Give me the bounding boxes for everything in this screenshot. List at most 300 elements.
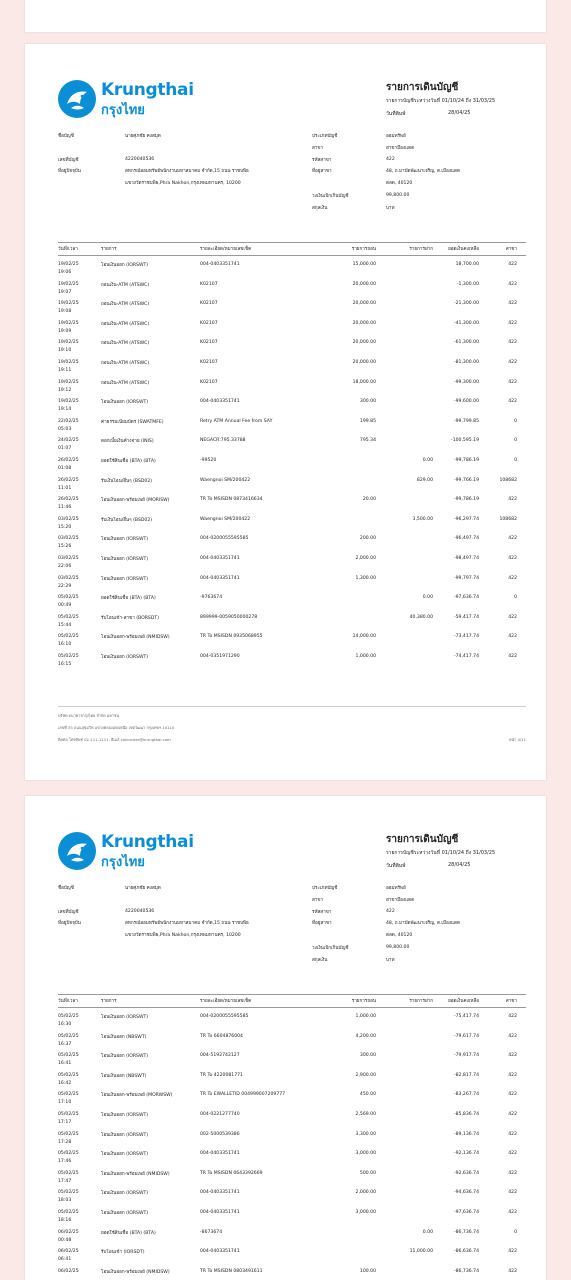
row-time: 06:41	[58, 1257, 72, 1263]
address-line-1: สหกรณ์ออมทรัพย์พนักงานมหาสมาคม จำกัด,15 ถนน ราชบพิธ	[125, 169, 249, 174]
row-balance: -99,799.85	[453, 418, 479, 424]
row-date: 06/02/25	[58, 1229, 79, 1235]
row-description: โอนเงินออก (IORSWT)	[101, 537, 149, 543]
row-reference: 004-0200055595585	[200, 536, 249, 542]
row-balance: -97,636.74	[453, 1210, 479, 1215]
row-description: โอนเงินออก (IORSWT)	[101, 1054, 149, 1060]
row-reference: 004-0403351741	[200, 1210, 240, 1215]
row-time: 15:44	[58, 622, 72, 628]
table-row	[25, 399, 546, 419]
row-branch: 422	[508, 654, 517, 659]
row-branch: 422	[508, 1072, 517, 1078]
table-header	[58, 994, 526, 1008]
brand-name-th: กรุงไทย	[101, 103, 145, 118]
row-withdrawal: 2,569.00	[355, 1112, 376, 1117]
row-reference: 004-0221277740	[200, 1112, 240, 1117]
row-date: 05/02/25	[58, 614, 79, 620]
row-description: โอนเงินออก-พร้อมเพย์ (MORISW)	[101, 498, 170, 504]
col-withdrawal: รายการถอน	[351, 999, 376, 1004]
col-deposit: รายการฝาก	[409, 999, 433, 1004]
row-reference: Waengnoi SM/200422	[200, 477, 251, 483]
col-branch: สาขา	[505, 999, 517, 1004]
table-row	[25, 1014, 546, 1034]
row-date: 19/02/25	[58, 281, 79, 287]
row-description: ถอนเงิน-ATM (ATSWC)	[101, 361, 150, 366]
row-description: รับโอนเข้า-สาขา (BORSDT)	[101, 615, 159, 621]
row-time: 16:42	[58, 1080, 72, 1086]
row-branch: 422	[508, 301, 517, 307]
row-branch: 422	[508, 1190, 517, 1196]
row-withdrawal: 1,000.00	[355, 654, 376, 659]
row-withdrawal: 795.34	[359, 438, 376, 444]
row-description: โอนเงินออก (IORSWT)	[101, 400, 149, 406]
footer-contact: ติดต่อ โทรศัพท์ 02-111-1111, อีเมล์ callcenter@krungthai.com	[58, 737, 171, 742]
statement-page-1	[25, 44, 546, 780]
table-row	[25, 1132, 546, 1152]
row-branch: 0	[514, 1229, 517, 1235]
row-description: โอนเงินออก (IORSWT)	[101, 1191, 149, 1197]
row-branch: 108682	[499, 516, 517, 522]
krungthai-logo	[58, 832, 228, 872]
row-description: ยอดใช้สินเชื่อ (BTA) (BTA)	[101, 1230, 156, 1236]
row-withdrawal: 500.00	[359, 1170, 376, 1176]
row-balance: -99,797.74	[453, 575, 479, 581]
row-reference: TR To 6604876004	[200, 1033, 243, 1039]
branch-address-label: ที่อยู่สาขา	[312, 921, 332, 926]
row-reference: TR To EWALLETID 004999007209777	[200, 1092, 286, 1098]
row-description: ดอกเบี้ยเงินค้างจ่าย (INIS)	[101, 439, 154, 445]
account-number-label: เลขที่บัญชี	[58, 158, 79, 163]
row-branch: 422	[508, 1249, 517, 1255]
row-time: 17:10	[58, 1100, 72, 1106]
krungthai-logo	[58, 80, 228, 120]
table-row	[25, 1034, 546, 1054]
row-balance: -85,836.74	[453, 1112, 479, 1117]
print-date: 28/04/25	[448, 862, 471, 868]
table-row	[25, 380, 546, 400]
row-date: 26/02/25	[58, 477, 79, 483]
row-description: รับเงินโอน/อื่นๆ (BSD02)	[101, 478, 153, 484]
row-reference: TR To 4220081771	[200, 1072, 243, 1078]
row-branch: 422	[508, 497, 517, 503]
row-balance: -1,300.00	[456, 281, 479, 287]
row-withdrawal: 100.00	[359, 1268, 376, 1274]
currency-label: สกุลเงิน	[312, 206, 328, 211]
row-balance: -86,736.74	[453, 1229, 479, 1235]
row-reference: -9763674	[200, 595, 223, 601]
branch-name: สาขามืองแดด	[386, 898, 415, 903]
table-row	[25, 301, 546, 321]
row-description: โอนเงินออก (NBSWT)	[101, 1073, 147, 1079]
row-withdrawal: 20,000.00	[352, 360, 376, 365]
account-name: นายศุภชัย คงสมุด	[125, 134, 161, 139]
row-date: 03/02/25	[58, 516, 79, 522]
row-time: 16:41	[58, 1061, 72, 1067]
table-row	[25, 634, 546, 654]
col-description: รายการ	[101, 999, 117, 1004]
row-balance: -21,300.00	[453, 301, 479, 307]
row-time: 05:03	[58, 426, 72, 432]
row-branch: 422	[508, 1092, 517, 1098]
row-time: 15:26	[58, 544, 72, 550]
row-branch: 422	[508, 1268, 517, 1274]
row-balance: -100,595.19	[451, 438, 479, 444]
row-withdrawal: 2,900.00	[355, 1072, 376, 1078]
col-description: รายการ	[101, 247, 117, 252]
row-deposit: 3,500.00	[412, 516, 433, 522]
col-deposit: รายการฝาก	[409, 247, 433, 252]
col-date: วันที่/เวลา	[58, 999, 78, 1004]
row-withdrawal: 20,000.00	[352, 320, 376, 326]
table-row	[25, 360, 546, 380]
row-description: โอนเงินออก (IORSWT)	[101, 655, 149, 660]
row-branch: 422	[508, 1112, 517, 1117]
row-balance: -99,786.19	[453, 497, 479, 503]
row-branch: 422	[508, 379, 517, 385]
row-deposit: 11,000.00	[409, 1249, 433, 1255]
row-date: 05/02/25	[58, 1131, 79, 1137]
bird-logo-icon	[58, 80, 96, 118]
row-time: 19:08	[58, 309, 72, 315]
table-row	[25, 1171, 546, 1191]
bird-logo-icon	[58, 832, 96, 870]
row-branch: 422	[508, 281, 517, 287]
row-withdrawal: 14,000.00	[352, 634, 376, 640]
branch-code: 422	[386, 909, 395, 914]
row-withdrawal: 20,000.00	[352, 301, 376, 307]
address-label: ที่อยู่ปัจจุบัน	[58, 169, 81, 174]
branch-address-line-2: ตลด, 40120	[386, 933, 413, 938]
row-date: 24/02/25	[58, 438, 79, 444]
row-withdrawal: 1,000.00	[355, 1014, 376, 1019]
row-withdrawal: 300.00	[359, 399, 376, 405]
table-row	[25, 595, 546, 615]
row-reference: 004-0403351741	[200, 1190, 240, 1196]
row-branch: 422	[508, 1170, 517, 1176]
row-balance: -99,600.00	[453, 399, 479, 405]
row-description: โอนเงินออก (IORSWT)	[101, 1152, 149, 1158]
row-balance: -96,497.74	[453, 536, 479, 542]
row-description: โอนเงินออก-พร้อมเพย์ (NMIDSW)	[101, 1171, 170, 1177]
row-time: 00:49	[58, 603, 72, 609]
row-withdrawal: 3,000.00	[355, 1210, 376, 1215]
table-row	[25, 1269, 546, 1280]
row-description: โอนเงินออก-พร้อมเพย์ (NMIDSW)	[101, 1269, 170, 1275]
table-row	[25, 478, 546, 498]
row-reference: 002-5000539386	[200, 1131, 240, 1137]
row-date: 03/02/25	[58, 536, 79, 542]
row-description: ถอนเงิน-ATM (ATSWC)	[101, 380, 150, 386]
row-branch: 422	[508, 1053, 517, 1059]
row-reference: 004-5192742127	[200, 1053, 240, 1059]
row-branch: 0	[514, 458, 517, 463]
row-date: 05/02/25	[58, 1053, 79, 1059]
row-balance: -94,636.74	[453, 1190, 479, 1196]
footer-address: เลขที่ 35 ถนนสุขุมวิท แขวงคลองเตยเหนือ เขตวัฒนา กรุงเทพฯ 10110	[58, 725, 175, 730]
row-withdrawal: 18,000.00	[352, 379, 376, 385]
row-reference: 004-0351971290	[200, 654, 240, 659]
row-withdrawal: 3,300.00	[355, 1131, 376, 1137]
branch-label: สาขา	[312, 146, 324, 151]
account-number-label: เลขที่บัญชี	[58, 910, 79, 915]
row-reference: TR To MSISDN 0873416634	[200, 497, 263, 503]
row-withdrawal: 2,000.00	[355, 1190, 376, 1196]
row-branch: 422	[508, 320, 517, 326]
col-reference: รายละเอียด/หมายเลขเช็ค	[200, 247, 252, 252]
row-time: 17:46	[58, 1159, 72, 1165]
row-date: 26/02/25	[58, 458, 79, 463]
row-branch: 422	[508, 536, 517, 542]
row-time: 17:17	[58, 1120, 72, 1125]
row-withdrawal: 15,000.00	[352, 262, 376, 267]
print-date: 28/04/25	[448, 110, 471, 116]
row-time: 22:06	[58, 564, 72, 569]
row-date: 05/02/25	[58, 634, 79, 640]
row-date: 19/02/25	[58, 360, 79, 365]
row-time: 19:11	[58, 368, 72, 373]
row-date: 19/02/25	[58, 340, 79, 346]
row-date: 06/02/25	[58, 1268, 79, 1274]
address-line-1: สหกรณ์ออมทรัพย์พนักงานมหาสมาคม จำกัด,15 ถนน ราชบพิธ	[125, 921, 249, 926]
table-row	[25, 615, 546, 635]
row-balance: -98,497.74	[453, 556, 479, 561]
table-row	[25, 438, 546, 458]
table-row	[25, 1053, 546, 1073]
row-branch: 422	[508, 399, 517, 405]
row-reference: Waengnoi SM/200422	[200, 516, 251, 522]
table-row	[25, 517, 546, 537]
row-branch: 0	[514, 438, 517, 444]
row-description: ยอดใช้สินเชื่อ (BTA) (BTA)	[101, 459, 156, 464]
row-description: โอนเงินออก (IORSWT)	[101, 1113, 149, 1118]
table-row	[25, 321, 546, 341]
row-date: 26/02/25	[58, 497, 79, 503]
row-date: 05/02/25	[58, 1033, 79, 1039]
row-balance: -61,300.00	[453, 340, 479, 346]
row-time: 00:48	[58, 1237, 72, 1243]
row-reference: K02107	[200, 320, 218, 326]
row-description: รับโอนเข้า (IORSDT)	[101, 1250, 145, 1256]
row-branch: 422	[508, 340, 517, 346]
account-name-label: ชื่อบัญชี	[58, 134, 74, 139]
account-number: 4220040536	[125, 909, 155, 914]
currency: บาท	[386, 206, 395, 211]
branch-code: 422	[386, 157, 395, 162]
statement-title: รายการเดินบัญชี	[386, 834, 459, 845]
row-time: 19:14	[58, 407, 72, 413]
row-balance: -96,297.74	[453, 516, 479, 522]
row-reference: 004-0403351741	[200, 575, 240, 581]
branch-address-line-1: 48, ถ.มาบัดพัฒนาเจริญ, ต.เมืองแดด	[386, 921, 460, 926]
brand-name-th: กรุงไทย	[101, 855, 145, 870]
row-branch: 0	[514, 418, 517, 424]
row-time: 16:15	[58, 662, 72, 667]
col-reference: รายละเอียด/หมายเลขเช็ค	[200, 999, 252, 1004]
row-branch: 422	[508, 1131, 517, 1137]
row-branch: 422	[508, 360, 517, 365]
row-branch: 422	[508, 634, 517, 640]
row-description: ยอดใช้สินเชื่อ (BTA) (BTA)	[101, 596, 156, 602]
row-description: โอนเงินออก (NBSWT)	[101, 1034, 147, 1040]
table-row	[25, 1249, 546, 1269]
row-withdrawal: 2,000.00	[355, 556, 376, 561]
table-row	[25, 340, 546, 360]
row-reference: 004-0403351741	[200, 1249, 240, 1255]
row-date: 05/02/25	[58, 1072, 79, 1078]
row-time: 16:10	[58, 642, 72, 648]
statement-period: รายการบัญชีระหว่างวันที่ 01/10/24 ถึง 31/03/25	[386, 98, 496, 104]
table-header	[58, 242, 526, 256]
row-reference: TR To MSISDN 0935068955	[200, 634, 263, 640]
row-balance: -99,300.00	[453, 379, 479, 385]
account-type: ออมทรัพย์	[386, 134, 406, 139]
row-balance: -41,300.00	[453, 320, 479, 326]
row-balance: -73,417.74	[453, 634, 479, 640]
row-reference: K02107	[200, 379, 218, 385]
row-withdrawal: 20.00	[362, 497, 376, 503]
row-date: 19/02/25	[58, 262, 79, 267]
row-balance: 18,700.00	[455, 262, 479, 267]
row-reference: -8673674	[200, 1229, 223, 1235]
row-reference: NEGACR:795.33788	[200, 438, 246, 444]
statement-page-2	[25, 796, 546, 1280]
row-deposit: 829.00	[416, 477, 433, 483]
row-withdrawal: 300.00	[359, 1053, 376, 1059]
branch-code-label: รหัสสาขา	[312, 910, 332, 915]
col-withdrawal: รายการถอน	[351, 247, 376, 252]
row-reference: K02107	[200, 281, 218, 287]
address-line-2: แขวงวัดราชบพิธ,Phra Nakhon,กรุงเทพมหานคร, 10200	[125, 933, 241, 938]
row-description: โอนเงินออก-พร้อมเพย์ (NMIDSW)	[101, 635, 170, 641]
row-balance: -99,766.19	[453, 477, 479, 483]
print-date-label: วันที่พิมพ์	[386, 863, 406, 869]
row-balance: -92,136.74	[453, 1151, 479, 1157]
row-balance: -79,917.74	[453, 1053, 479, 1059]
row-withdrawal: 20,000.00	[352, 340, 376, 346]
account-name-label: ชื่อบัญชี	[58, 886, 74, 891]
row-date: 03/02/25	[58, 575, 79, 581]
address-label: ที่อยู่ปัจจุบัน	[58, 921, 81, 926]
table-row	[25, 1151, 546, 1171]
row-withdrawal: 450.00	[359, 1092, 376, 1098]
row-balance: -97,636.74	[453, 595, 479, 601]
branch-label: สาขา	[312, 898, 324, 903]
row-withdrawal: 20,000.00	[352, 281, 376, 287]
row-branch: 422	[508, 614, 517, 620]
row-date: 05/02/25	[58, 595, 79, 601]
table-row	[25, 282, 546, 302]
overdraft-limit: 99,800.00	[386, 945, 410, 950]
row-withdrawal: 4,200.00	[355, 1033, 376, 1039]
row-date: 05/02/25	[58, 1190, 79, 1196]
row-time: 11:46	[58, 505, 72, 511]
row-balance: -89,136.74	[453, 1131, 479, 1137]
row-branch: 422	[508, 1014, 517, 1019]
row-deposit: 0.00	[422, 458, 433, 463]
row-description: โอนเงินออก-พร้อมเพย์ (MORWSW)	[101, 1093, 173, 1099]
row-branch: 422	[508, 575, 517, 581]
table-row	[25, 419, 546, 439]
row-branch: 422	[508, 1033, 517, 1039]
row-time: 22:29	[58, 583, 72, 589]
overdraft-limit-label: วงเงินเบิกเกินบัญชี	[312, 946, 349, 951]
row-date: 19/02/25	[58, 320, 79, 326]
print-date-label: วันที่พิมพ์	[386, 111, 406, 117]
row-time: 19:10	[58, 348, 72, 354]
brand-name-en: Krungthai	[101, 832, 194, 852]
row-branch: 422	[508, 556, 517, 561]
col-branch: สาขา	[505, 247, 517, 252]
address-line-2: แขวงวัดราชบพิธ,Phra Nakhon,กรุงเทพมหานคร, 10200	[125, 181, 241, 186]
table-row	[25, 654, 546, 674]
table-row	[25, 536, 546, 556]
row-date: 03/02/25	[58, 556, 79, 561]
row-deposit: 0.00	[422, 1229, 433, 1235]
row-branch: 422	[508, 1151, 517, 1157]
currency: บาท	[386, 958, 395, 963]
row-withdrawal: 200.00	[359, 536, 376, 542]
row-date: 05/02/25	[58, 1151, 79, 1157]
row-branch: 0	[514, 595, 517, 601]
branch-address-label: ที่อยู่สาขา	[312, 169, 332, 174]
col-balance: ยอดเงินคงเหลือ	[448, 247, 479, 252]
branch-address-line-1: 48, ถ.มาบัดพัฒนาเจริญ, ต.เมืองแดด	[386, 169, 460, 174]
row-branch: 108682	[499, 477, 517, 483]
row-branch: 422	[508, 262, 517, 267]
table-row	[25, 497, 546, 517]
row-description: ถอนเงิน-ATM (ATSWC)	[101, 302, 150, 308]
row-reference: K02107	[200, 340, 218, 346]
branch-code-label: รหัสสาขา	[312, 158, 332, 163]
branch-name: สาขามืองแดด	[386, 146, 415, 151]
col-balance: ยอดเงินคงเหลือ	[448, 999, 479, 1004]
account-type: ออมทรัพย์	[386, 886, 406, 891]
row-reference: 004-0200055595585	[200, 1014, 249, 1019]
row-reference: K02107	[200, 301, 218, 307]
table-row	[25, 262, 546, 282]
row-date: 19/02/25	[58, 301, 79, 307]
currency-label: สกุลเงิน	[312, 958, 328, 963]
row-date: 19/02/25	[58, 379, 79, 385]
row-deposit: 40,380.00	[409, 614, 433, 620]
table-row	[25, 576, 546, 596]
row-description: โอนเงินออก (IORSWT)	[101, 263, 149, 268]
table-row	[25, 1210, 546, 1230]
table-row	[25, 458, 546, 478]
row-balance: -83,267.74	[453, 1092, 479, 1098]
table-row	[25, 1073, 546, 1093]
row-description: โอนเงินออก (IORSWT)	[101, 1132, 149, 1138]
row-time: 19:06	[58, 270, 72, 275]
overdraft-limit-label: วงเงินเบิกเกินบัญชี	[312, 194, 349, 199]
footer-company: บริษัท ธนาคารกรุงไทย จำกัด มหาชน	[58, 713, 120, 718]
row-time: 11:01	[58, 485, 72, 491]
table-row	[25, 556, 546, 576]
row-reference: TR To MSISDN 0803491611	[200, 1268, 263, 1274]
row-date: 05/02/25	[58, 1112, 79, 1117]
account-number: 4220040536	[125, 157, 155, 162]
row-reference: TR To MSISDN 0643392669	[200, 1170, 263, 1176]
row-date: 06/02/25	[58, 1249, 79, 1255]
row-deposit: 0.00	[422, 595, 433, 601]
row-description: ถอนเงิน-ATM (ATSWC)	[101, 341, 150, 347]
row-time: 18:03	[58, 1198, 72, 1204]
row-description: ถอนเงิน-ATM (ATSWC)	[101, 282, 150, 288]
row-balance: -79,617.74	[453, 1033, 479, 1039]
row-balance: -59,417.74	[453, 614, 479, 620]
row-reference: 899999-0059050000278	[200, 614, 258, 620]
row-balance: -86,636.74	[453, 1249, 479, 1255]
